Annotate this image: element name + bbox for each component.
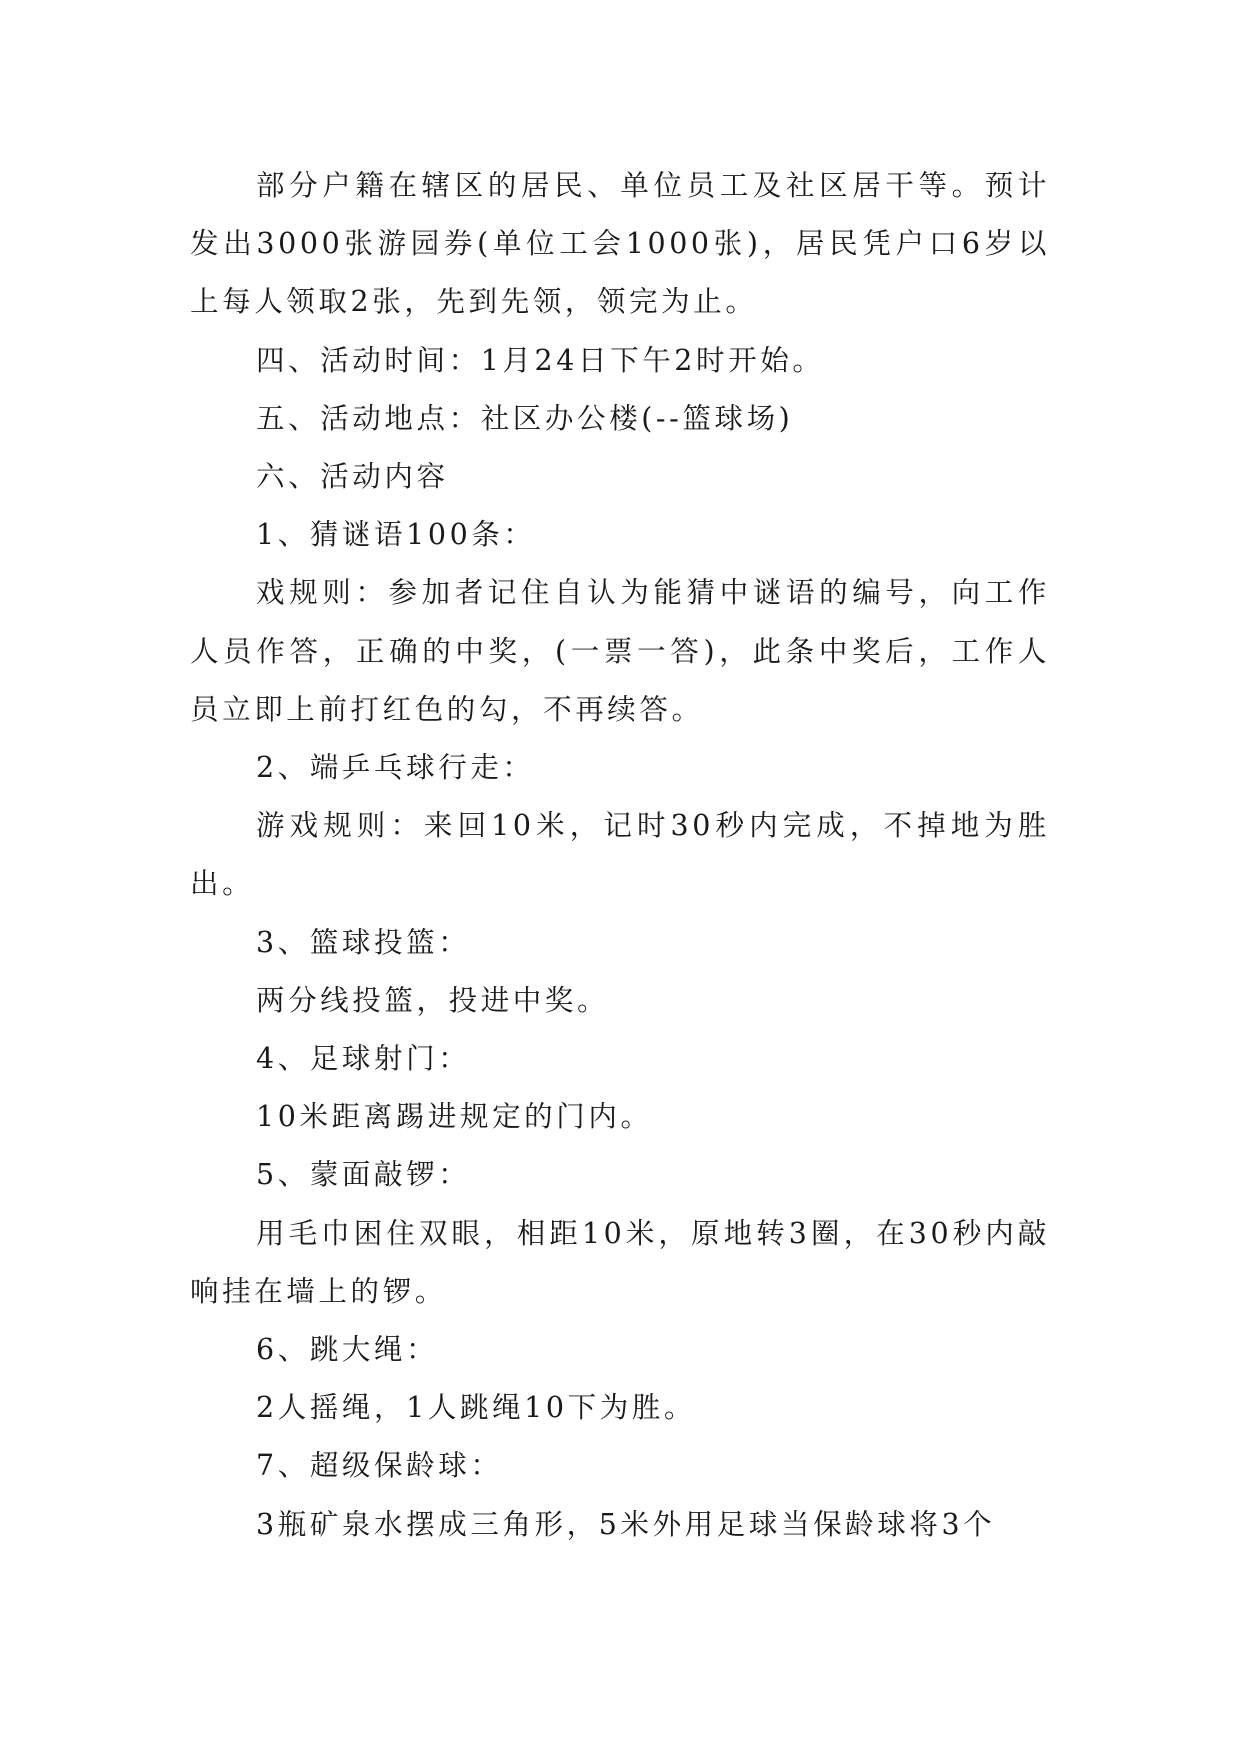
item-rules-jump-rope: 2人摇绳，1人跳绳10下为胜。 — [256, 1391, 697, 1425]
item-heading-blindfold-gong: 5、蒙面敲锣： — [256, 1158, 471, 1192]
item-heading-football: 4、足球射门： — [256, 1042, 471, 1076]
item-rules-blindfold-gong: 用毛巾困住双眼，相距10米，原地转3圈，在30秒内敲响挂在墙上的锣。 — [190, 1216, 1050, 1308]
item-rules-bowling: 3瓶矿泉水摆成三角形，5米外用足球当保龄球将3个 — [256, 1507, 996, 1541]
item-rules-basketball: 两分线投篮，投进中奖。 — [256, 983, 610, 1017]
item-rules-football: 10米距离踢进规定的门内。 — [256, 1100, 653, 1134]
section-heading-activity-content: 六、活动内容 — [256, 460, 449, 494]
item-rules-riddles: 戏规则：参加者记住自认为能猜中谜语的编号，向工作人员作答，正确的中奖，(一票一答)，此条中奖后，工作人员立即上前打红色的勾，不再续答。 — [190, 576, 1050, 726]
document-body — [190, 157, 1050, 1554]
item-heading-pingpong-walk: 2、端乒乓球行走： — [256, 751, 535, 785]
paragraph-participants: 部分户籍在辖区的居民、单位员工及社区居干等。预计发出3000张游园券(单位工会1000张)，居民凭户口6岁以上每人领取2张，先到先领，领完为止。 — [190, 169, 1050, 319]
item-heading-jump-rope: 6、跳大绳： — [256, 1333, 439, 1367]
paragraph-activity-time: 四、活动时间：1月24日下午2时开始。 — [256, 343, 825, 377]
paragraph-activity-location: 五、活动地点：社区办公楼(--篮球场) — [256, 401, 794, 435]
item-heading-bowling: 7、超级保龄球： — [256, 1449, 503, 1483]
item-rules-pingpong-walk: 游戏规则：来回10米，记时30秒内完成，不掉地为胜出。 — [190, 809, 1050, 901]
item-heading-riddles: 1、猜谜语100条： — [256, 518, 536, 552]
item-heading-basketball: 3、篮球投篮： — [256, 925, 471, 959]
